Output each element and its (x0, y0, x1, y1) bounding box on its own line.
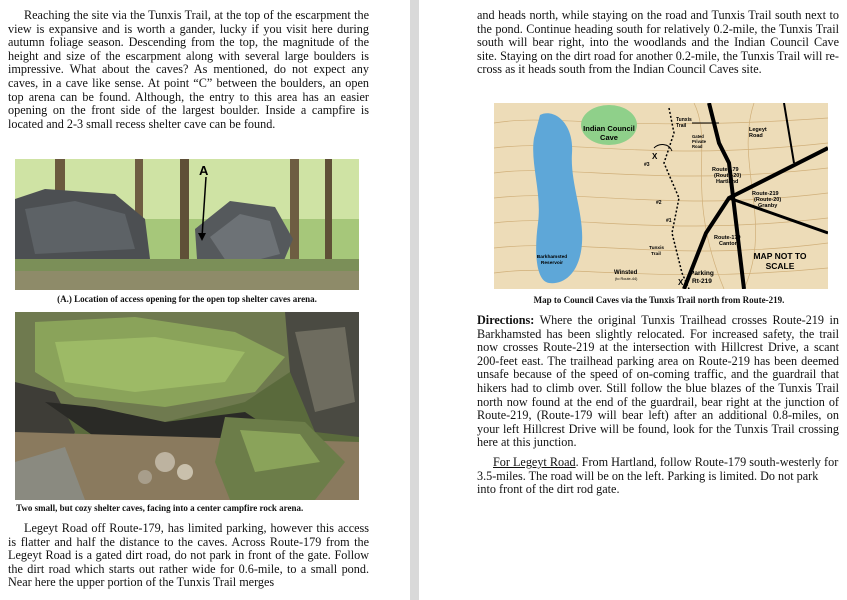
directions-text: Where the original Tunxis Trailhead crosses Route-219 in Barkhamsted has been slightly relocated. For increased safety, the trail now crosses Route-219 at the intersection with Hillcrest Drive, a scant 200-feet east. The trailhead parking area on Route-219 has been deemed unsafe because of the speed of on-coming traffic, and the guardrail that hikers had to climb over. Still follow the blue blazes of the Tunxis Trail north now found at the end of the guardrail, bear right at the junction of Route-219, (Route-179 will bear left) after an additional 0.8-miles, on your left Hillcrest Drive will be found, look for the Tunxis Trail crossing here at this junction. (477, 313, 839, 450)
page-gutter (410, 0, 419, 600)
directions-label: Directions: (477, 313, 535, 327)
photo2-caption: Two small, but cozy shelter caves, facing into a center campfire rock arena. (16, 503, 304, 513)
photo-marker-a: A (199, 163, 209, 178)
boulder-photo (15, 159, 359, 290)
map-x-parking: X (678, 278, 684, 287)
map-label-route179-hartland: Route-179 (Route-20) Hartland (712, 167, 742, 185)
photo1-caption: (A.) Location of access opening for the open top shelter caves arena. (57, 294, 317, 304)
right-page (419, 0, 847, 600)
map-label-tunxis-trail-bottom: Tunxis Trail (649, 246, 665, 257)
legeyt-road-text: . From Hartland, follow Route-179 south-westerly for 3.5-miles. The road will be on the left. Parking is limited. Do not park into front of the dirt rod gate. (477, 455, 839, 497)
map-caption: Map to Council Caves via the Tunxis Trail north from Route-219. (533, 295, 785, 305)
left-paragraph-1: Reaching the site via the Tunxis Trail, at the top of the escarpment the view is expansive and is worth a gander, lucky if you visit here during autumn foliage season. Descending from the top, the magnitude of the height and size of the escarpment along with several large boulders is impressive. What about the caves? As mentioned, do not expect any caves, in a cave like sense. At point “C” between the boulders, an open top arena can be found. Although, the entry to this area has an easier opening on the front side of the largest boulder. Inside a campfire is located and 2-3 small recess shelter cave can be found. (8, 8, 369, 131)
map-label-route219-granby: Route-219 (Route-20) Granby (752, 191, 782, 209)
map-label-route179-canton: Route-179 Canton (714, 235, 741, 247)
map-label-legeyt-road: Legeyt Road (749, 127, 767, 139)
left-paragraph-2: Legeyt Road off Route-179, has limited parking, however this access is flatter and half the distance to the caves. Across Route-179 from the Legeyt Road is a gated dirt road, do not park in front of the gate. Follow the dirt road which starts out rather wide for 0.6-mile, to a small pond. Near here the upper portion of the Tunxis Trail merges (8, 521, 369, 590)
legeyt-road-label: For Legeyt Road (493, 455, 576, 469)
trail-map (494, 103, 828, 289)
map-label-reservoir: Barkhamsted Reservoir (536, 255, 568, 266)
map-marker-3: #3 (644, 162, 650, 168)
left-page (0, 0, 410, 600)
map-label-indian-council-cave: Indian Council Cave (583, 124, 635, 142)
map-label-tunxis-trail-top: Tunxis Trail (676, 117, 692, 129)
map-marker-1: #1 (666, 218, 672, 224)
map-x-cave: X (652, 152, 658, 161)
map-marker-2: #2 (656, 200, 662, 206)
shelter-cave-photo (15, 312, 359, 500)
map-label-gated-road: Gated Private Road (692, 134, 706, 149)
right-paragraph-1: and heads north, while staying on the road and Tunxis Trail south next to the pond. Continue heading south for relatively 0.2-mile, the Tunxis Trail south will bear right, into the woodlands and the Indian Council Cave site. Staying on the dirt road for another 0.2-mile, the Tunxis Trail will re-cross as it heads south from the Indian Council Caves site. (477, 8, 839, 77)
map-label-to-route44: (to Route-44) (615, 277, 638, 281)
legeyt-paragraph (477, 456, 839, 497)
map-label-not-to-scale: MAP NOT TO SCALE (753, 251, 807, 271)
map-label-parking: Parking Rt-219 (690, 270, 714, 285)
directions-paragraph (477, 314, 839, 450)
map-label-winsted: Winsted (614, 270, 638, 276)
